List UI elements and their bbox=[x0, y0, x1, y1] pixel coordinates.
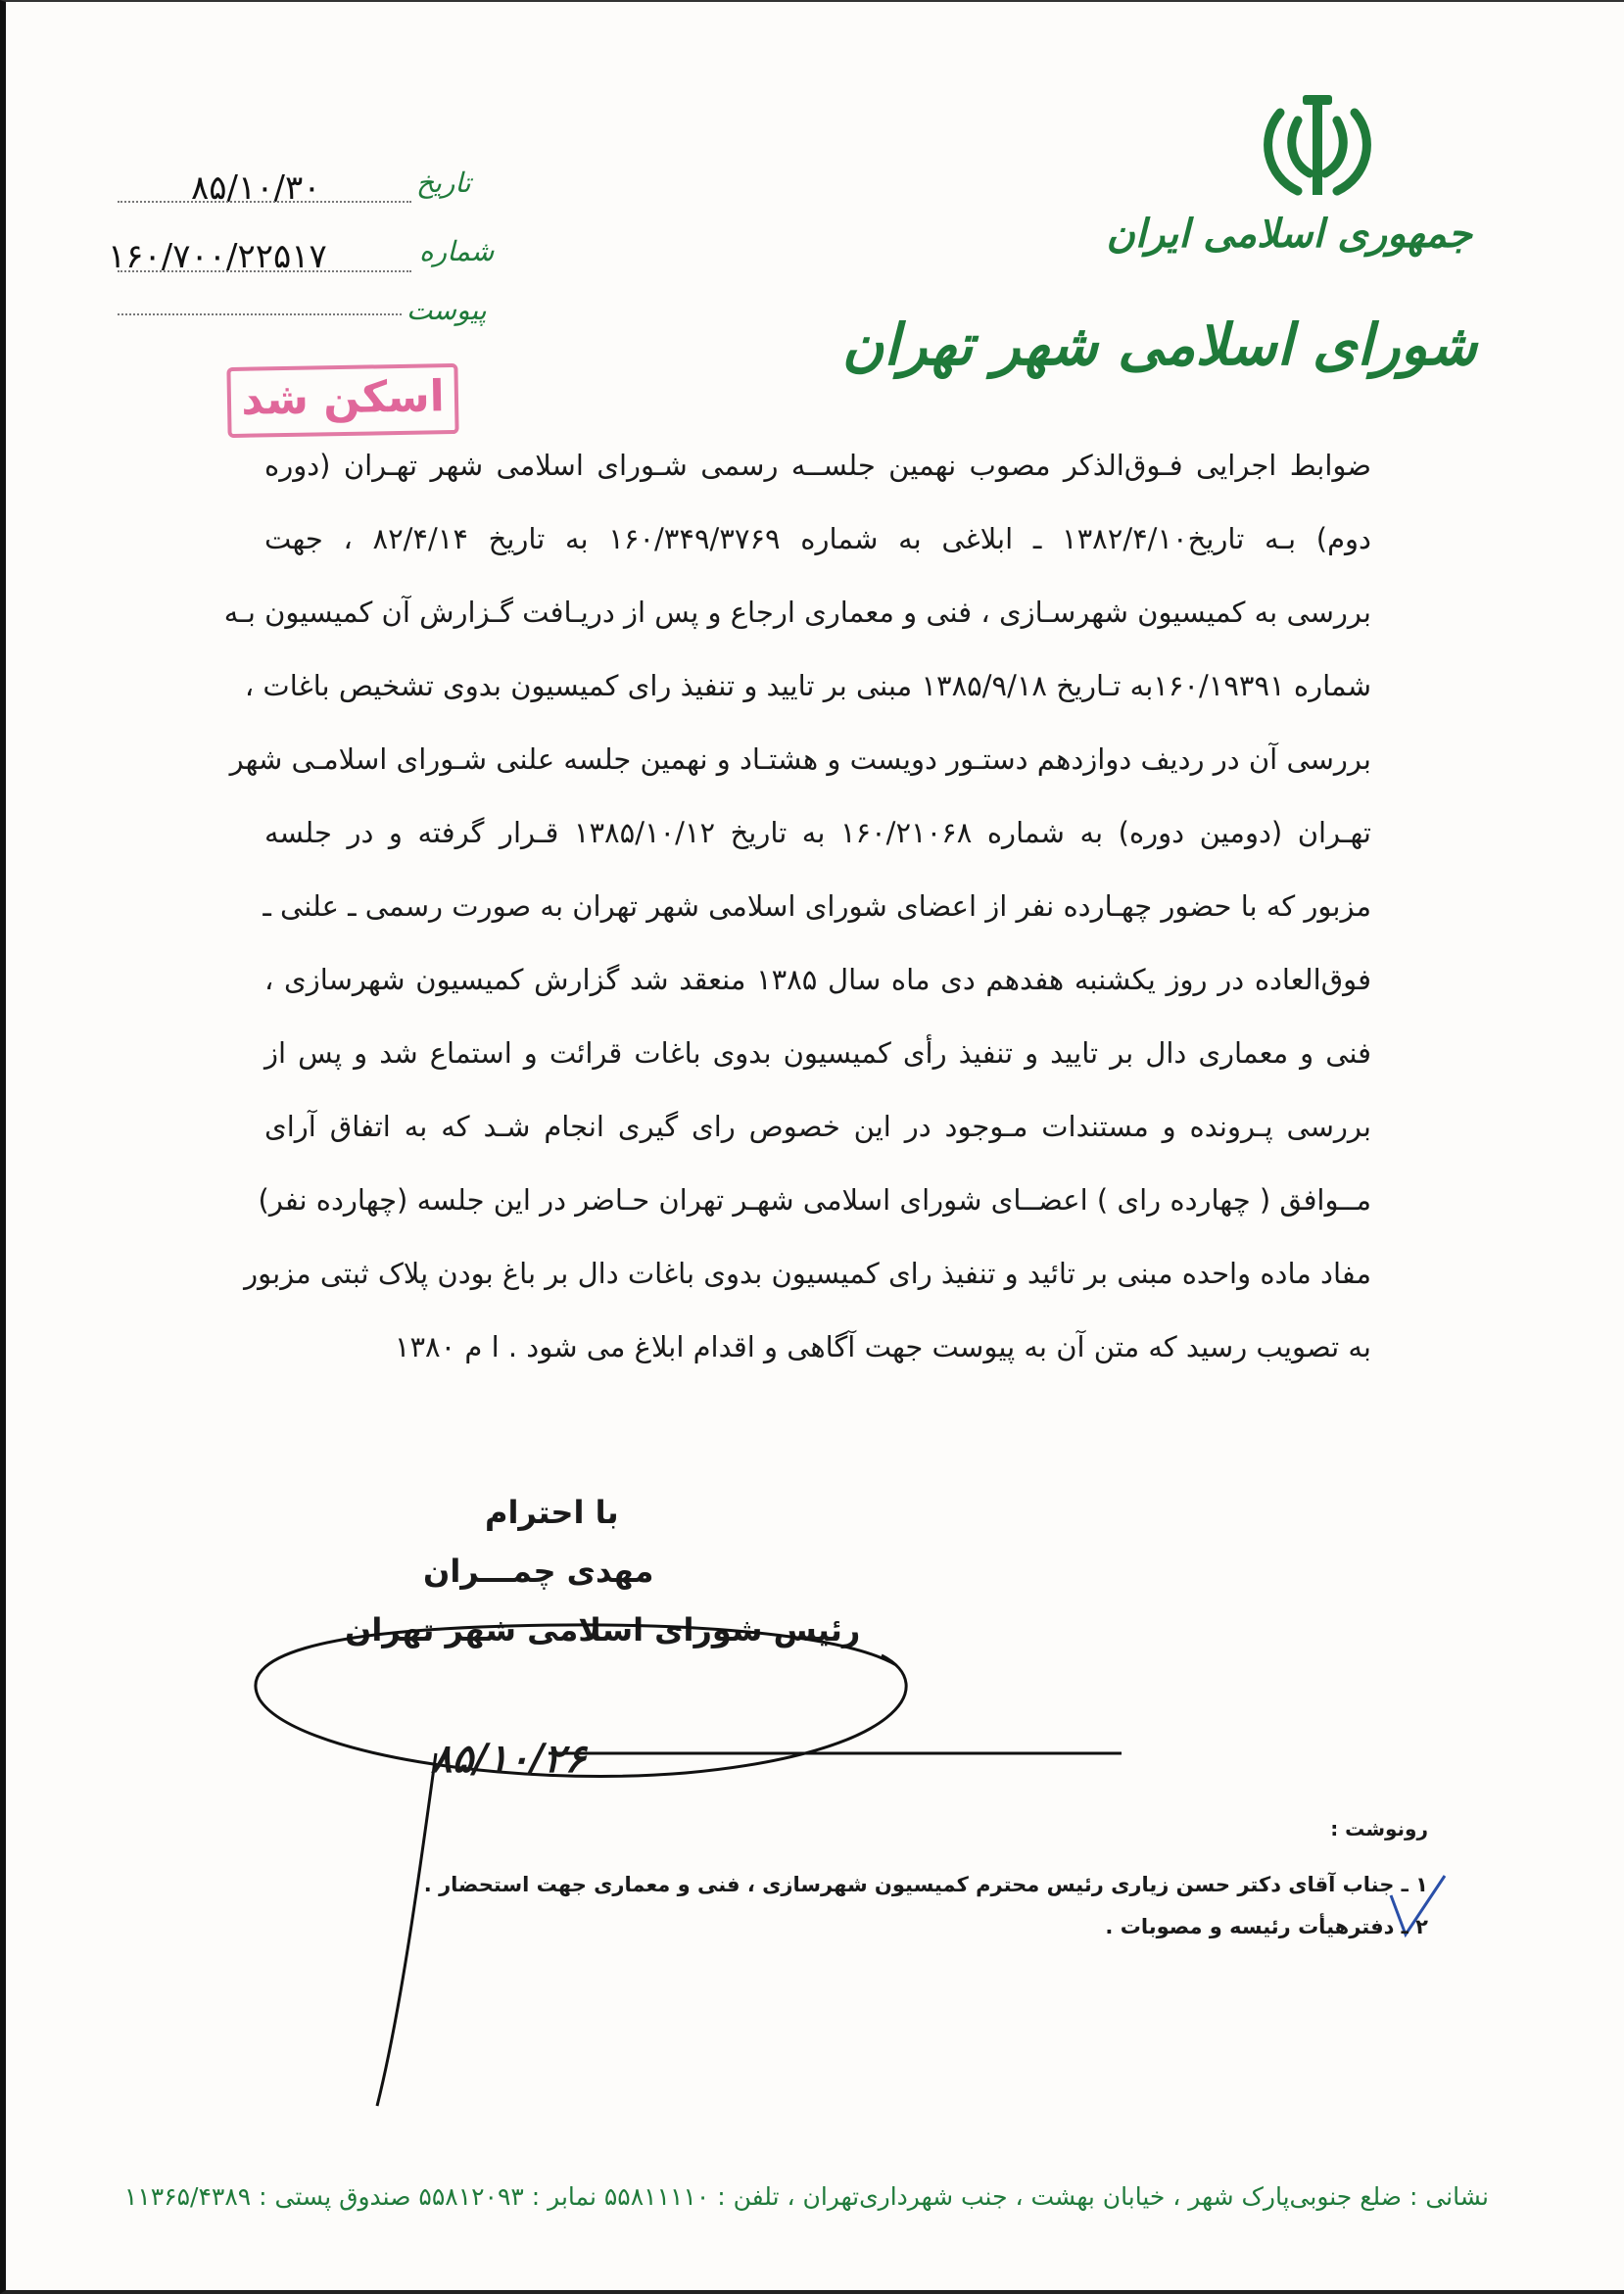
number-line bbox=[118, 270, 411, 272]
date-label: تاریخ bbox=[416, 167, 471, 199]
attachment-label: پیوست bbox=[406, 294, 487, 326]
scanned-stamp: اسکن شد bbox=[226, 363, 458, 438]
body-line: تهـران (دومین دوره) به شماره ۱۶۰/۲۱۰۶۸ به تاریخ ۱۳۸۵/۱۰/۱۲ قـرار گرفته و در جلسه bbox=[264, 816, 1371, 849]
body-line: مــوافق ( چهارده رای ) اعضــای شورای اسلامی شهـر تهران حـاضر در این جلسه (چهارده نفر) bbox=[258, 1183, 1371, 1217]
body-line: بررسی پـرونده و مستندات مـوجود در این خصوص رای گیری انجام شـد که به اتفاق آرای bbox=[264, 1110, 1371, 1143]
letter-body bbox=[223, 429, 1371, 1384]
signer-title: رئیس شورای اسلامی شهر تهران bbox=[345, 1611, 861, 1649]
number-label: شماره bbox=[419, 235, 495, 267]
cc-item-1: ۱ ـ جناب آقای دکتر حسن زیاری رئیس محترم کمیسیون شهرسازی ، فنی و معماری جهت استحضار . bbox=[423, 1873, 1428, 1896]
body-line: فنی و معماری دال بر تایید و تنفیذ رأی کمیسیون بدوی باغات قرائت و استماع شد و پس از bbox=[264, 1036, 1371, 1070]
body-line: شماره ۱۶۰/۱۹۳۹۱به تـاریخ ۱۳۸۵/۹/۱۸ مبنی بر تایید و تنفیذ رای کمیسیون بدوی تشخیص باغات ، bbox=[244, 669, 1371, 702]
date-line bbox=[118, 201, 411, 203]
regards: با احترام bbox=[485, 1494, 619, 1531]
body-line: بررسی آن در ردیف دوازدهم دستـور دویست و هشتـاد و نهمین جلسه علنی شـورای اسلامـی شهر bbox=[229, 742, 1371, 776]
footer-address: نشانی : ضلع جنوبی‌پارک شهر ، خیابان بهشت ، جنب شهرداری‌تهران ، تلفن : ۵۵۸۱۱۱۱۰ نمابر : ۵۵۸۱۲۰۹۳ صندوق پستی : ۱۱۳۶۵/۴۳۸۹ bbox=[123, 2182, 1489, 2211]
body-line: به تصویب رسید که متن آن به پیوست جهت آگاهی و اقدام ابلاغ می شود . ا م ۱۳۸۰ bbox=[394, 1330, 1371, 1363]
body-line: مفاد ماده واحده مبنی بر تائید و تنفیذ رای کمیسیون بدوی باغات دال بر باغ بودن پلاک ثبتی مزبور bbox=[244, 1257, 1371, 1290]
signer-name: مهدی چمـــران bbox=[423, 1553, 654, 1590]
body-line: مزبور که با حضور چهـارده نفر از اعضای شورای اسلامی شهر تهران به صورت رسمی ـ علنی ـ bbox=[263, 889, 1371, 923]
council-name: شورای اسلامی شهر تهران bbox=[841, 311, 1477, 378]
body-line: دوم) بـه تاریخ۱۳۸۲/۴/۱۰ ـ ابلاغی به شماره ۱۶۰/۳۴۹/۳۷۶۹ به تاریخ ۸۲/۴/۱۴ ، جهت bbox=[264, 522, 1371, 555]
handwritten-date: ۸۵/۱۰/۲۶ bbox=[431, 1736, 587, 1782]
iran-emblem-icon bbox=[1259, 93, 1376, 206]
country-name: جمهوری اسلامی ایران bbox=[1106, 211, 1472, 257]
number-value: ۱۶۰/۷۰۰/۲۲۵۱۷ bbox=[108, 237, 327, 276]
body-line: فوق‌العاده در روز یکشنبه هفدهم دی ماه سال ۱۳۸۵ منعقد شد گزارش کمیسیون شهرسازی ، bbox=[264, 963, 1371, 996]
cc-item-2: ۲ ـ دفترهیأت رئیسه و مصوبات . bbox=[1105, 1915, 1428, 1938]
date-value: ۸۵/۱۰/۳۰ bbox=[191, 168, 321, 208]
body-line: بررسی به کمیسیون شهرسـازی ، فنی و معماری ارجاع و پس از دریـافت گـزارش آن کمیسیون بـه bbox=[223, 596, 1371, 629]
cc-title: رونوشت : bbox=[1330, 1817, 1428, 1840]
body-line: ضوابط اجرایی فـوق‌الذکر مصوب نهمین جلســه رسمی شـورای اسلامی شهر تهـران (دوره bbox=[264, 449, 1371, 482]
attachment-line bbox=[118, 313, 402, 315]
